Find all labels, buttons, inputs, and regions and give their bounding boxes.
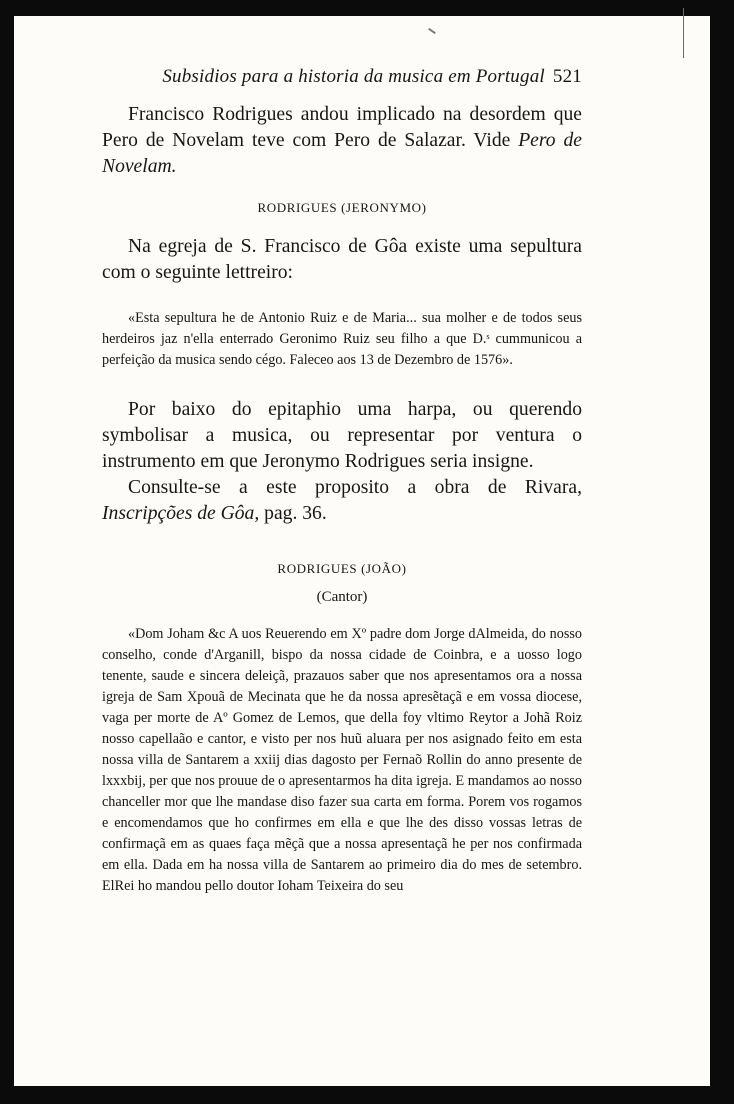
entry-subheading: (Cantor) [316, 589, 368, 605]
page-number: 521 [552, 66, 582, 87]
reference-title: Inscripções de Gôa, [102, 503, 260, 524]
paragraph-text: Francisco Rodrigues andou implicado na desordem que Pero de Novelam teve com Pero de Salazar. Vide [102, 104, 582, 151]
spacer [102, 286, 582, 308]
book-page [102, 66, 582, 897]
royal-document: «Dom Joham &c A uos Reuerendo em Xº padre dom Jorge dAlmeida, do nosso conselho, conde d'Arganill, bispo da nossa cidade de Coinbra, e a uosso logo tenente, saude e sincera deleiçã, prazauos saber que nos apresentamos ora a nossa igreja de Sam Xpouã de Mecinata que he da nossa apresẽtaçã e em vossa diocese, vaga per morte de Aº Gomez de Lemos, que della foy vltimo Reytor a Johã Roiz nosso capellaão e cantor, e visto per nos huũ aluara per nos asignado feito em esta nossa villa de Santarem a xxiij dias dagosto per Fernaõ Rollin do anno presente de lxxxbij, per que nos prouue de o apresentarmos ha dita igreja. E mandamos ao nosso chanceller mor que lhe mandase diso fazer sua carta em forma. Porem vos rogamos e encomendamos que ho confirmes em ella e que lhe des disso vossas letras de confirmaçã em as quaes faça mẽçã que a nossa apresentaçã he per nos confirmada em ella. Dada em ha nossa villa de Santarem ao primeiro dia do mes de setembro. ElRei ho mandou pello doutor Ioham Teixeira do seu [102, 626, 582, 894]
scan-line [683, 8, 684, 58]
spacer [102, 527, 582, 541]
paragraph-harpa: Por baixo do epitaphio uma harpa, ou querendo symbolisar a musica, ou representar por ventura o instrumento em que Jeronymo Rodrigues seria insigne. [102, 399, 582, 472]
running-head [102, 66, 582, 88]
entry-heading-joao: RODRIGUES (JOÃO) [277, 561, 407, 576]
epitaph-quote: «Esta sepultura he de Antonio Ruiz e de Maria... sua molher e de todos seus herdeiros jaz n'ella enterrado Geronimo Ruiz seu filho a que D.ˢ cummunicou a perfeição da musica sendo cégo. Faleceo aos 13 de Dezembro de 1576». [102, 310, 582, 368]
entry-heading-jeronymo: RODRIGUES (JERONYMO) [257, 200, 427, 215]
running-title: Subsidios para a historia da musica em Portugal [162, 66, 545, 87]
cross-reference: Pero de Novelam. [102, 130, 582, 177]
paragraph-intro: Na egreja de S. Francisco de Gôa existe uma sepultura com o seguinte lettreiro: [102, 236, 582, 283]
spacer [102, 371, 582, 397]
paragraph-francisco [102, 102, 582, 180]
reference-lead: Consulte-se a este proposito a obra de Rivara, [128, 477, 582, 498]
paragraph-reference [102, 475, 582, 527]
reference-tail: pag. 36. [259, 503, 327, 524]
